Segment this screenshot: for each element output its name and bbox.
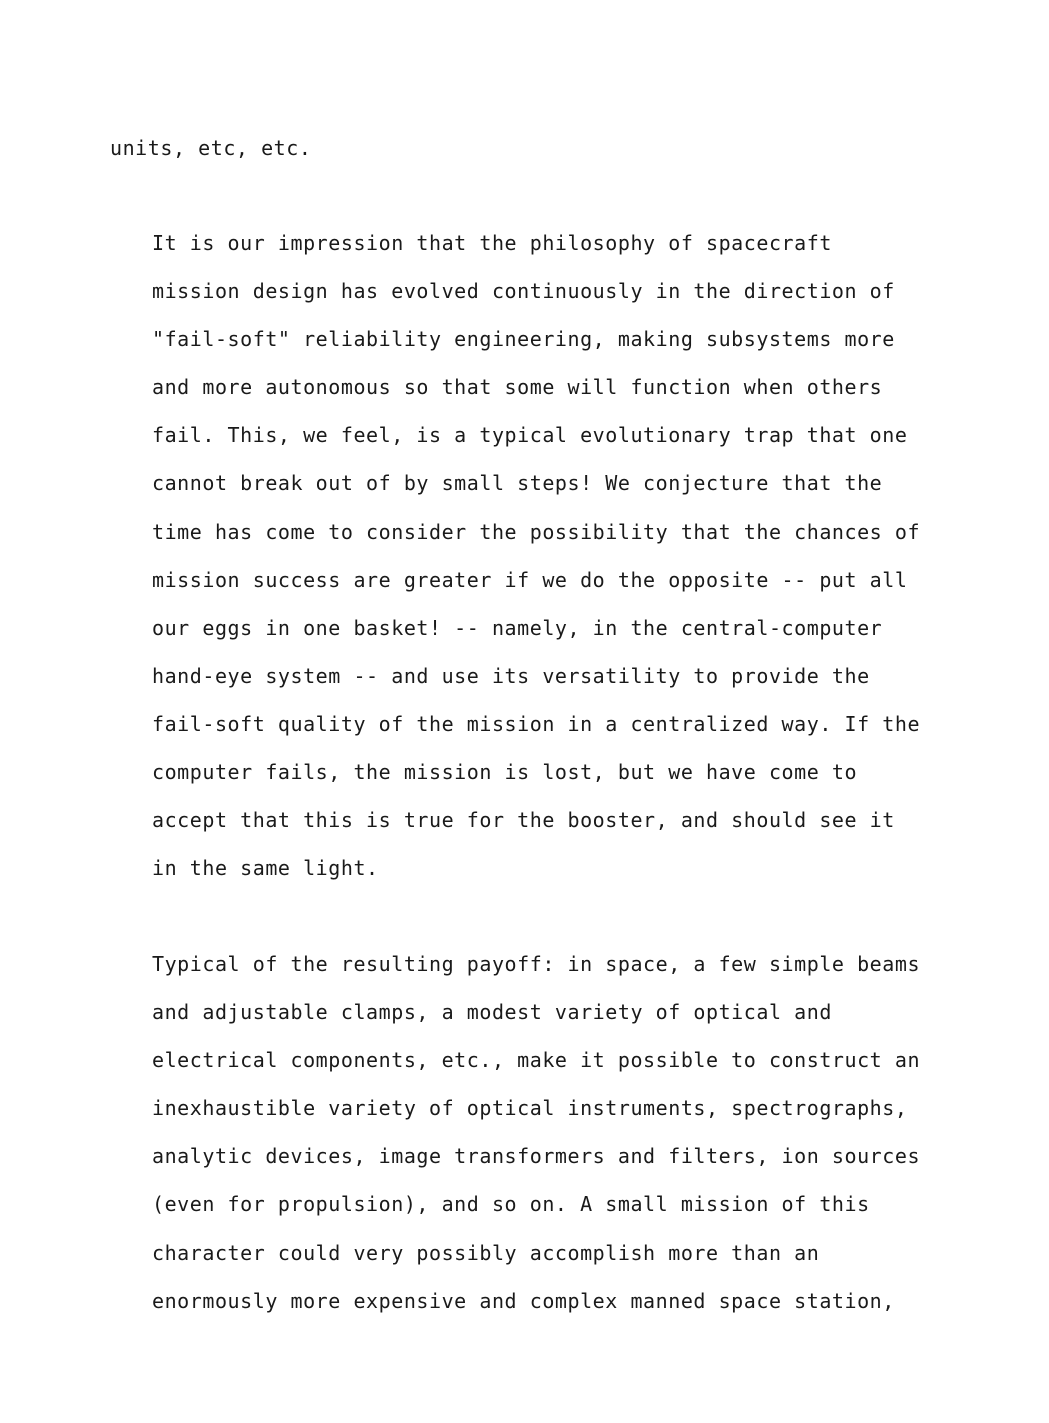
text-line: our eggs in one basket! -- namely, in the central-computer (152, 615, 883, 640)
text-line: It is our impression that the philosophy of spacecraft (152, 231, 832, 255)
text-line: in the same light. (152, 856, 379, 881)
lead-line: units, etc, etc. (110, 136, 312, 160)
paragraph-2 (152, 952, 920, 1337)
text-line: (even for propulsion), and so on. A small mission of this (152, 1192, 870, 1217)
text-line: and adjustable clamps, a modest variety of optical and (152, 1000, 832, 1025)
text-line: "fail-soft" reliability engineering, making subsystems more (152, 327, 895, 352)
text-line: accept that this is true for the booster, and should see it (152, 808, 895, 833)
text-line: mission success are greater if we do the opposite -- put all (152, 567, 908, 592)
text-line: fail-soft quality of the mission in a centralized way. If the (152, 711, 921, 736)
text-line: analytic devices, image transformers and filters, ion sources (152, 1144, 921, 1169)
text-line: time has come to consider the possibility that the chances of (152, 519, 921, 544)
text-line: inexhaustible variety of optical instruments, spectrographs, (152, 1096, 908, 1121)
text-line: mission design has evolved continuously in the direction of (152, 279, 895, 304)
text-line: Typical of the resulting payoff: in space, a few simple beams (152, 952, 921, 976)
text-line: cannot break out of by small steps! We conjecture that the (152, 471, 883, 496)
text-line: fail. This, we feel, is a typical evolutionary trap that one (152, 423, 908, 448)
text-line: character could very possibly accomplish more than an (152, 1240, 820, 1265)
paragraph-1 (152, 231, 920, 904)
text-line: and more autonomous so that some will function when others (152, 375, 883, 400)
text-line: computer fails, the mission is lost, but we have come to (152, 760, 858, 785)
text-line: electrical components, etc., make it possible to construct an (152, 1048, 921, 1073)
text-line: hand-eye system -- and use its versatility to provide the (152, 663, 870, 688)
text-line: enormously more expensive and complex manned space station, (152, 1288, 895, 1313)
